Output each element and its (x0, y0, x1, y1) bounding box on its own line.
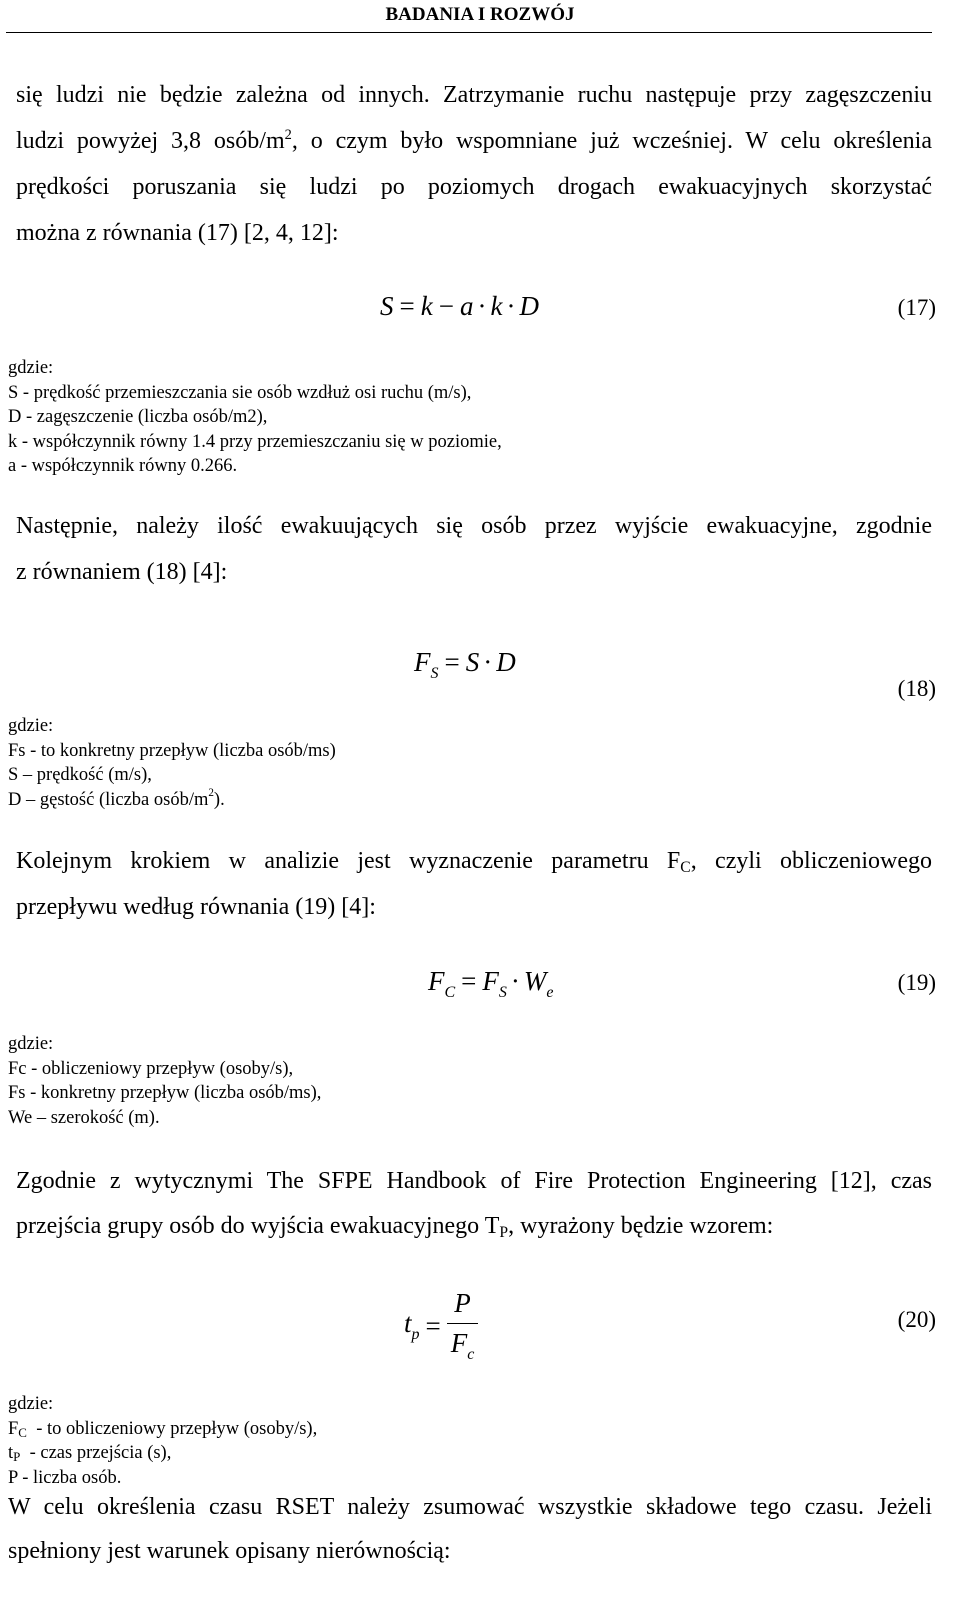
equation-18: $F_S = S \cdot D$ (414, 647, 516, 682)
equation-number-19: (19) (897, 970, 936, 995)
definition-line: gdzie: (8, 716, 54, 736)
paragraph-line: Kolejnym krokiem w analizie jest wyznaczenie parametru $F_C$, czyli obliczeniowego (16, 848, 933, 876)
equation-17: S = k − a · k · D (380, 291, 539, 321)
equation-19: $F_C = F_S \cdot W_e$ (428, 966, 554, 1001)
definition-line: Fs - konkretny przepływ (liczba osób/ms), (8, 1083, 322, 1103)
paragraph-sfpe (16, 1159, 932, 1249)
paragraph-line: przepływu według równania (19) [4]: (16, 894, 376, 920)
definition-line: Fc - obliczeniowy przepływ (osoby/s), (8, 1058, 294, 1079)
definition-line: D – gęstość (liczba osób/$m^2$). (8, 786, 225, 810)
paragraph-line: W celu określenia czasu RSET należy zsumować wszystkie składowe tego czasu. Jeżeli (8, 1494, 932, 1520)
equation-number-20: (20) (897, 1307, 936, 1332)
paragraph-line: ludzi powyżej 3,8 osób/$m^2$, o czym było wspomniane już wcześniej. W celu określenia (16, 127, 932, 154)
definitions-18 (8, 714, 336, 812)
definition-line: S - prędkość przemieszczania sie osób wzdłuż osi ruchu (m/s), (8, 382, 472, 403)
definition-line: S – prędkość (m/s), (8, 765, 152, 785)
paragraph-line: z równaniem (18) [4]: (16, 559, 228, 585)
paragraph-calc-flow (16, 838, 932, 930)
equation-20: $t_p$ = $\frac{P}{F_c}$ (404, 1288, 478, 1364)
paragraph-rset (8, 1485, 932, 1573)
paragraph-line: prędkości poruszania się ludzi po poziomych drogach ewakuacyjnych skorzystać (16, 174, 932, 200)
paragraph-line: można z równania (17) [2, 4, 12]: (16, 220, 339, 246)
running-header: BADANIA I ROZWÓJ (385, 4, 575, 25)
definition-line: P - liczba osób. (8, 1467, 122, 1488)
definition-line: $t_P$ - czas przejścia (s), (8, 1443, 172, 1464)
definition-line: gdzie: (8, 358, 54, 378)
paragraph-line: Następnie, należy ilość ewakuujących się osób przez wyjście ewakuacyjne, zgodnie (16, 513, 932, 539)
fraction: $\frac{P}{F_c}$ (447, 1288, 479, 1364)
definitions-17 (8, 356, 502, 479)
paragraph-flow (16, 503, 932, 595)
definition-line: Fs - to konkretny przepływ (liczba osób/ms) (8, 740, 336, 761)
definition-line: $F_C$ - to obliczeniowy przepływ (osoby/s), (8, 1418, 318, 1440)
equation-number-18: (18) (897, 676, 936, 701)
definition-line: gdzie: (8, 1394, 54, 1414)
definition-line: k - współczynnik równy 1.4 przy przemieszczaniu się w poziomie, (8, 431, 502, 452)
definitions-20 (8, 1392, 317, 1490)
definition-line: We – szerokość (m). (8, 1107, 160, 1128)
paragraph-line: Zgodnie z wytycznymi The SFPE Handbook of Fire Protection Engineering [12], czas (16, 1168, 932, 1194)
definition-line: D - zagęszczenie (liczba osób/m2), (8, 407, 268, 427)
paragraph-line: spełniony jest warunek opisany nierównością: (8, 1538, 451, 1564)
definition-line: a - współczynnik równy 0.266. (8, 456, 238, 476)
paragraph-line: się ludzi nie będzie zależna od innych. Zatrzymanie ruchu następuje przy zagęszczeniu (16, 82, 932, 108)
paragraph-intro (16, 72, 932, 256)
definition-line: gdzie: (8, 1034, 54, 1054)
header-rule (6, 32, 932, 33)
definitions-19 (8, 1032, 321, 1130)
paragraph-line: przejścia grupy osób do wyjścia ewakuacyjnego $T_P$, wyrażony będzie wzorem: (16, 1213, 774, 1241)
equation-number-17: (17) (897, 295, 936, 320)
